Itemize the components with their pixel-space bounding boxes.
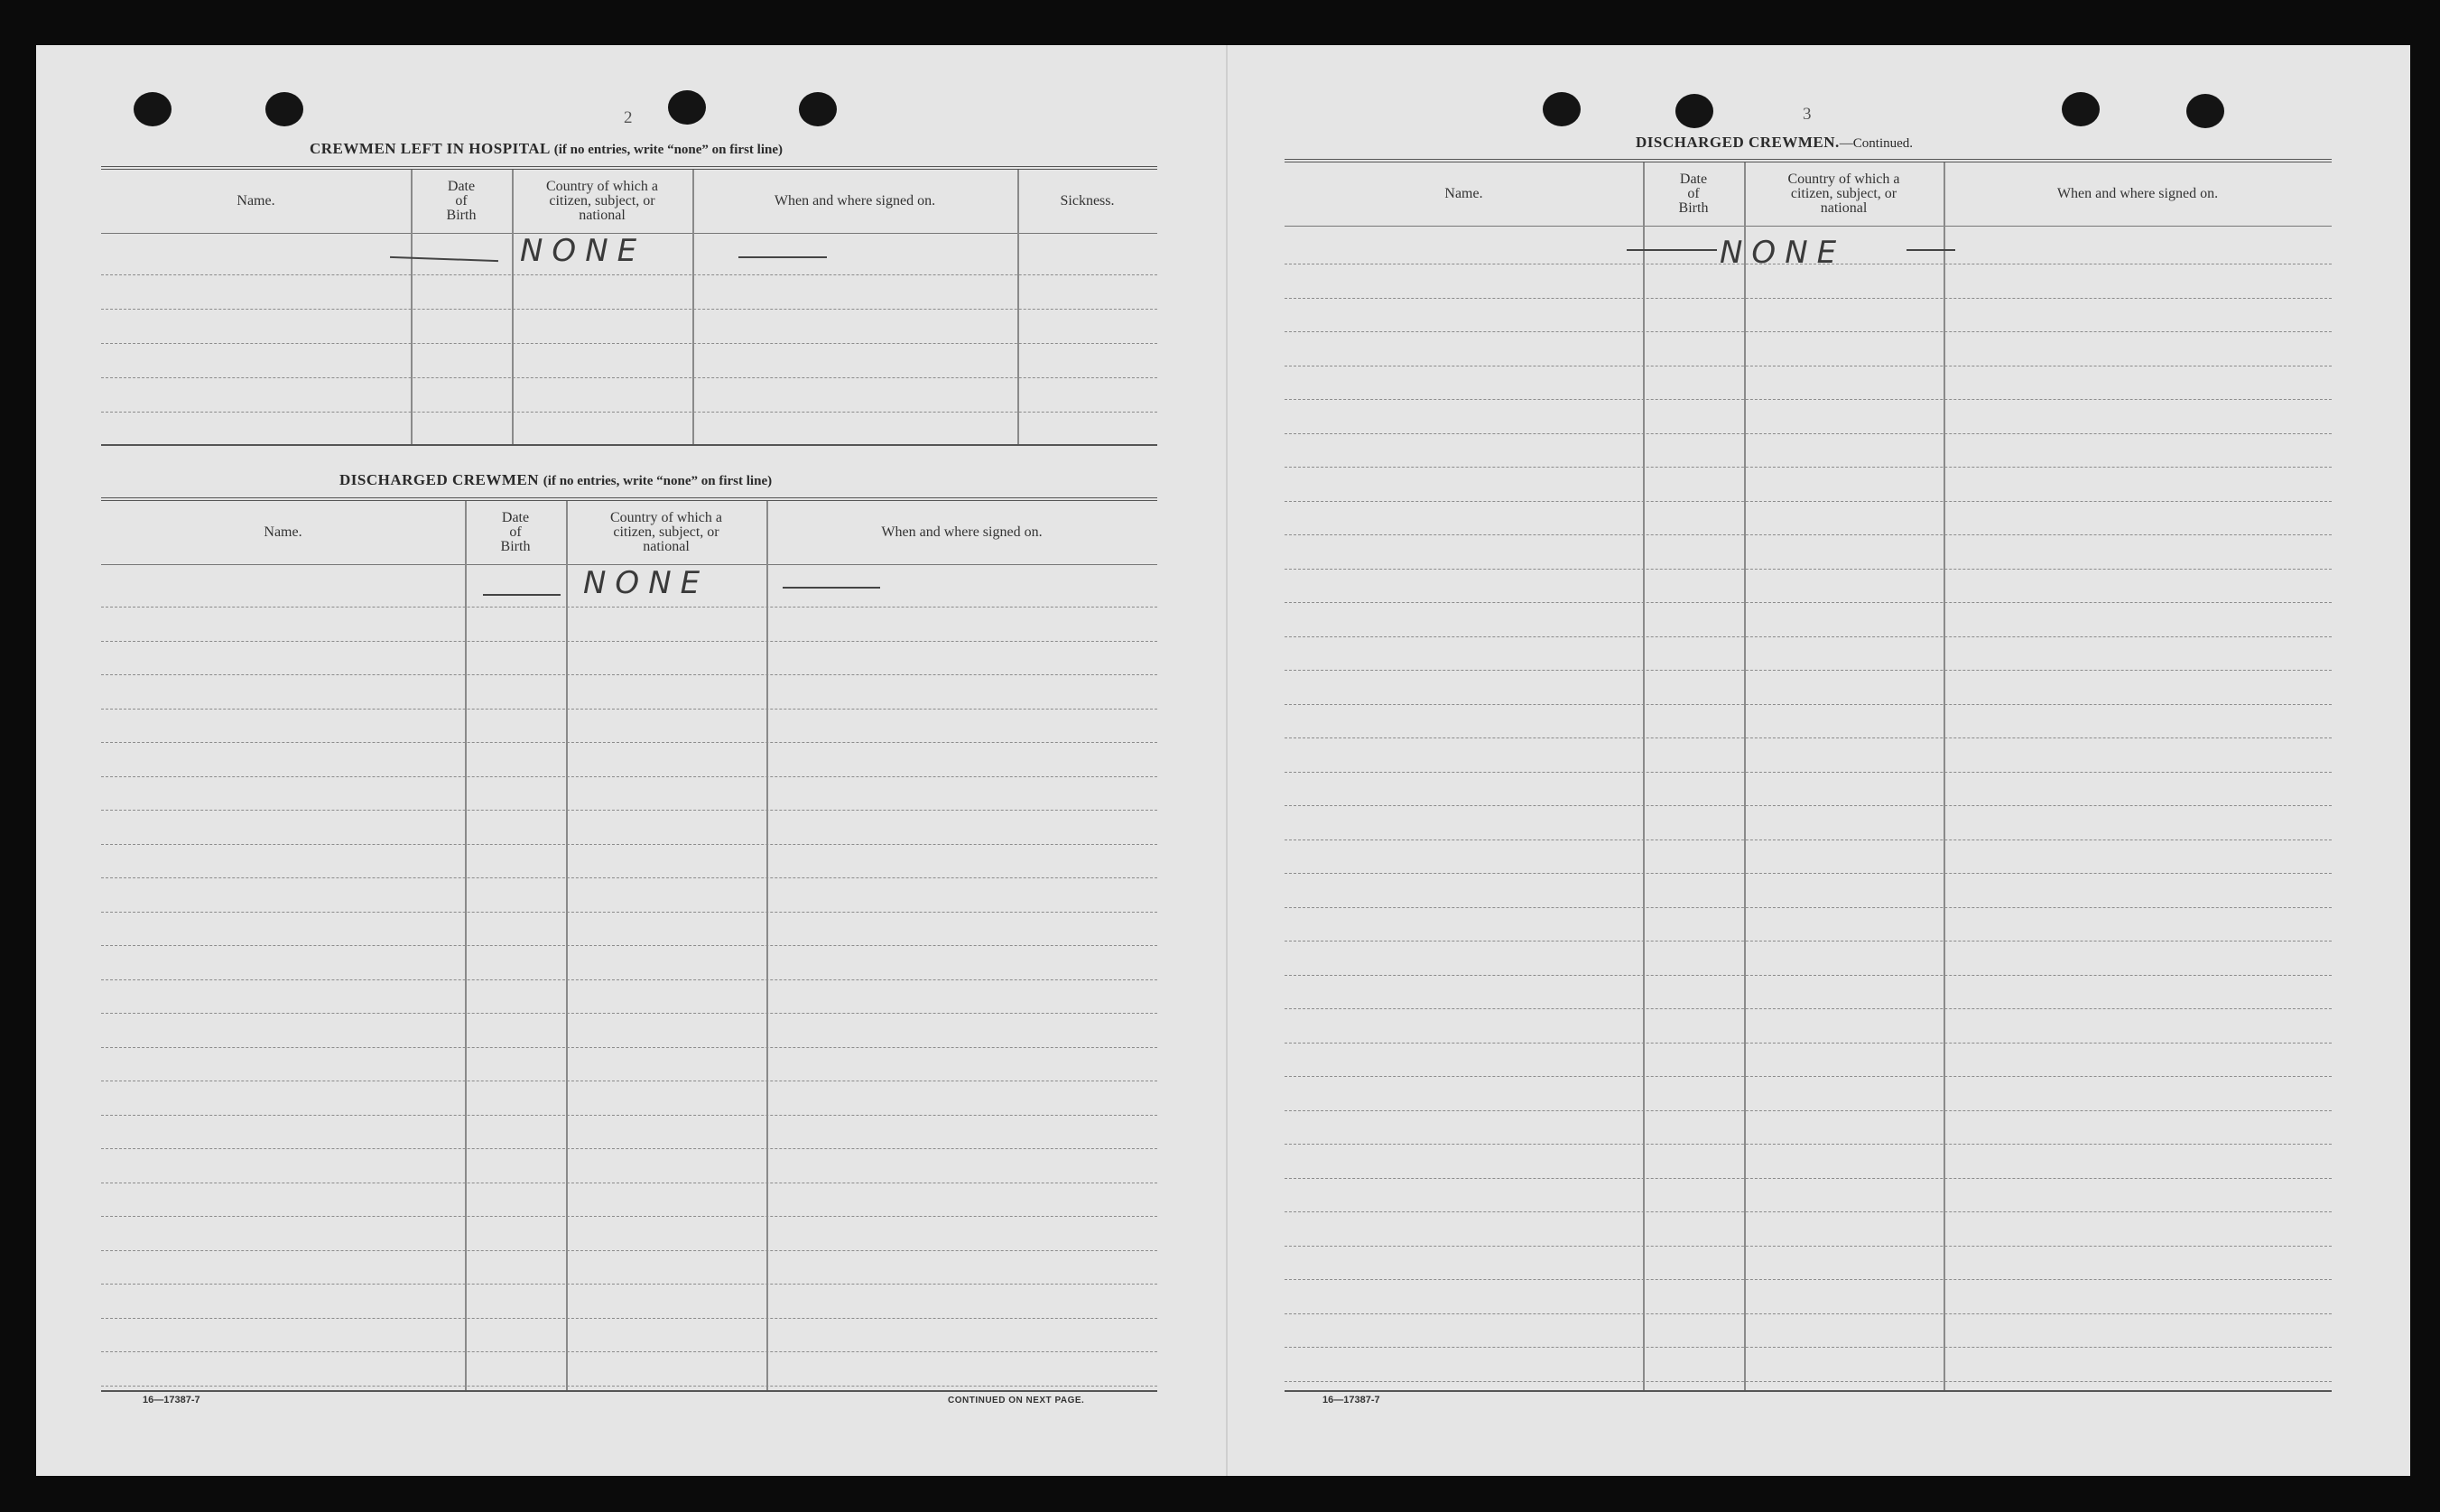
handwritten-dash (483, 594, 561, 596)
ruled-line (101, 1013, 1157, 1014)
ruled-line (1285, 839, 2332, 840)
column-divider (512, 170, 514, 444)
col-dob-header: Date of Birth (500, 510, 531, 554)
continued-next-page: CONTINUED ON NEXT PAGE. (948, 1396, 1085, 1405)
ruled-line (1285, 1144, 2332, 1145)
form-number-left: 16—17387-7 (143, 1395, 200, 1405)
ruled-line (101, 844, 1157, 845)
ruled-line (1285, 1008, 2332, 1009)
ruled-line (1285, 1211, 2332, 1212)
ruled-line (1285, 467, 2332, 468)
ruled-line (101, 945, 1157, 946)
ruled-line (101, 1386, 1157, 1387)
ruled-line (1285, 1246, 2332, 1247)
ruled-line (101, 912, 1157, 913)
ruled-line (101, 674, 1157, 675)
punch-hole (668, 90, 706, 125)
column-divider (1643, 162, 1645, 1390)
ruled-line (1285, 1043, 2332, 1044)
handwritten-dash (783, 587, 880, 589)
punch-hole (2186, 94, 2224, 128)
discharged-title-text: DISCHARGED CREWMEN (339, 471, 540, 488)
right-title-continued: —Continued. (1839, 136, 1914, 151)
ruled-line (1285, 569, 2332, 570)
ruled-line (1285, 501, 2332, 502)
ruled-line (101, 274, 1157, 275)
column-divider (411, 170, 413, 444)
ruled-line (101, 1250, 1157, 1251)
handwritten-dash (1627, 249, 1717, 251)
discharged-none-entry: NONE (583, 565, 710, 601)
page-number-right: 3 (1803, 105, 1812, 124)
ruled-line (1285, 534, 2332, 535)
ruled-line (101, 877, 1157, 878)
col-name-header: Name. (237, 193, 275, 209)
ruled-line (101, 412, 1157, 413)
ruled-line (1285, 704, 2332, 705)
handwritten-dash (738, 256, 827, 258)
punch-hole (1675, 94, 1713, 128)
ruled-line (101, 309, 1157, 310)
discharged-table-right (1285, 159, 2332, 1392)
ruled-line (1285, 1076, 2332, 1077)
ruled-line (1285, 907, 2332, 908)
punch-hole (134, 92, 172, 126)
ruled-line (1285, 1313, 2332, 1314)
ruled-line (101, 1351, 1157, 1352)
col-signed-on-header: When and where signed on. (774, 193, 936, 209)
col-country-header: Country of which a citizen, subject, or national (1787, 172, 1900, 216)
punch-hole (265, 92, 303, 126)
discharged-table-header (101, 501, 1157, 565)
ruled-line (1285, 873, 2332, 874)
col-name-header: Name. (1444, 186, 1483, 201)
column-divider (1017, 170, 1019, 444)
ruled-line (1285, 298, 2332, 299)
ruled-line (1285, 737, 2332, 738)
punch-hole (1543, 92, 1581, 126)
col-signed-on-header: When and where signed on. (2056, 186, 2219, 201)
ruled-line (101, 1047, 1157, 1048)
ruled-line (1285, 941, 2332, 942)
right-none-entry: NONE (1720, 235, 1846, 271)
page-fold (1226, 45, 1228, 1476)
col-signed-on-header: When and where signed on. (881, 524, 1043, 540)
ruled-line (101, 1284, 1157, 1285)
ruled-line (1285, 772, 2332, 773)
punch-hole (799, 92, 837, 126)
hospital-title-text: CREWMEN LEFT IN HOSPITAL (310, 140, 550, 157)
ruled-line (101, 1148, 1157, 1149)
ruled-line (1285, 805, 2332, 806)
ruled-line (1285, 1178, 2332, 1179)
ruled-line (1285, 975, 2332, 976)
ruled-line (1285, 433, 2332, 434)
discharged-title-note: (if no entries, write “none” on first line) (543, 474, 773, 488)
col-dob-header: Date of Birth (1678, 172, 1709, 216)
col-sickness-header: Sickness. (1060, 193, 1115, 209)
ruled-line (101, 1216, 1157, 1217)
ruled-line (101, 742, 1157, 743)
discharged-section-title (339, 471, 772, 489)
ruled-line (1285, 1279, 2332, 1280)
right-section-title (1636, 134, 1913, 152)
ruled-line (101, 607, 1157, 608)
hospital-table (101, 166, 1157, 446)
col-dob-header: Date of Birth (446, 179, 477, 223)
ruled-line (1285, 1347, 2332, 1348)
hospital-title-note: (if no entries, write “none” on first line) (553, 143, 783, 157)
discharged-table-left (101, 497, 1157, 1392)
punch-hole (2062, 92, 2100, 126)
ruled-line (101, 343, 1157, 344)
hospital-section-title (310, 140, 783, 158)
ruled-line (101, 810, 1157, 811)
col-country-header: Country of which a citizen, subject, or national (610, 510, 722, 554)
ruled-line (101, 776, 1157, 777)
column-divider (692, 170, 694, 444)
column-divider (1744, 162, 1746, 1390)
ruled-line (101, 979, 1157, 980)
ruled-line (1285, 636, 2332, 637)
hospital-none-entry: NONE (520, 233, 646, 269)
page-number-left: 2 (624, 108, 633, 127)
col-name-header: Name. (264, 524, 302, 540)
ruled-line (101, 641, 1157, 642)
ruled-line (101, 1115, 1157, 1116)
ruled-line (101, 377, 1157, 378)
ruled-line (1285, 602, 2332, 603)
ruled-line (1285, 331, 2332, 332)
right-title-text: DISCHARGED CREWMEN. (1636, 134, 1840, 151)
column-divider (1944, 162, 1945, 1390)
hospital-table-header (101, 170, 1157, 234)
form-number-right: 16—17387-7 (1322, 1395, 1380, 1405)
ruled-line (1285, 1381, 2332, 1382)
ruled-line (1285, 399, 2332, 400)
discharged-table-right-header (1285, 162, 2332, 227)
ruled-line (101, 1318, 1157, 1319)
handwritten-dash (1907, 249, 1955, 251)
col-country-header: Country of which a citizen, subject, or national (546, 179, 658, 223)
ruled-line (101, 709, 1157, 710)
ruled-line (1285, 1110, 2332, 1111)
ruled-line (1285, 670, 2332, 671)
